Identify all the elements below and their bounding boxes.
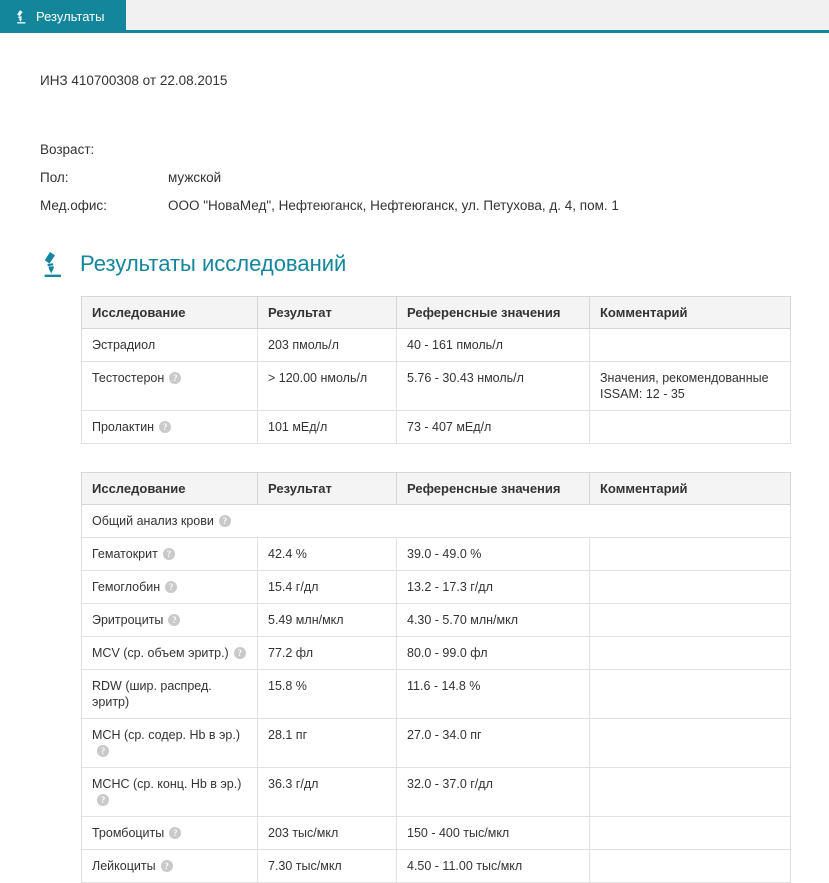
cell-study <box>82 362 258 411</box>
help-icon[interactable]: ? <box>161 860 173 872</box>
page-title: Результаты исследований <box>80 251 347 276</box>
study-name: Эритроциты <box>92 613 164 627</box>
study-name: RDW (шир. распред. эритр) <box>92 679 212 709</box>
table-row <box>82 411 791 444</box>
cell-reference: 39.0 - 49.0 % <box>397 538 590 571</box>
help-icon[interactable]: ? <box>219 515 231 527</box>
cell-reference: 40 - 161 пмоль/л <box>397 329 590 362</box>
cell-comment <box>590 604 791 637</box>
table-row <box>82 538 791 571</box>
study-name: MCHC (ср. конц. Hb в эр.) <box>92 777 242 791</box>
cell-comment <box>590 670 791 719</box>
help-icon[interactable]: ? <box>234 647 246 659</box>
cell-study <box>82 768 258 817</box>
help-icon[interactable]: ? <box>163 548 175 560</box>
tab-bar <box>0 0 829 33</box>
table-header-row <box>82 473 791 505</box>
cell-group-name <box>82 505 791 538</box>
study-name: Лейкоциты <box>92 859 156 873</box>
cell-study <box>82 637 258 670</box>
table-row <box>82 637 791 670</box>
microscope-icon <box>14 9 28 24</box>
cell-result: 36.3 г/дл <box>258 768 397 817</box>
patient-info <box>40 136 789 220</box>
cell-comment <box>590 768 791 817</box>
results-table-hormones <box>81 296 791 444</box>
cell-comment <box>590 411 791 444</box>
table-row <box>82 719 791 768</box>
cell-study <box>82 850 258 883</box>
cell-comment <box>590 538 791 571</box>
column-header-comment: Комментарий <box>590 297 791 329</box>
study-name: MCV (ср. объем эритр.) <box>92 646 229 660</box>
tab-label: Результаты <box>36 9 105 24</box>
cell-reference: 27.0 - 34.0 пг <box>397 719 590 768</box>
cell-result: 101 мЕд/л <box>258 411 397 444</box>
cell-study <box>82 571 258 604</box>
cell-result: 5.49 млн/мкл <box>258 604 397 637</box>
help-icon[interactable]: ? <box>165 581 177 593</box>
cell-result: 7.30 тыс/мкл <box>258 850 397 883</box>
cell-study <box>82 411 258 444</box>
study-name: Гематокрит <box>92 547 158 561</box>
patient-row-sex <box>40 164 789 192</box>
cell-comment <box>590 850 791 883</box>
cell-comment <box>590 817 791 850</box>
table-row <box>82 604 791 637</box>
study-name: Тестостерон <box>92 371 165 385</box>
column-header-reference: Референсные значения <box>397 473 590 505</box>
column-header-result: Результат <box>258 473 397 505</box>
patient-label-age: Возраст: <box>40 142 95 157</box>
study-name: MCH (ср. содер. Hb в эр.) <box>92 728 240 742</box>
cell-reference: 4.30 - 5.70 млн/мкл <box>397 604 590 637</box>
cell-comment <box>590 329 791 362</box>
help-icon[interactable]: ? <box>168 614 180 626</box>
help-icon[interactable]: ? <box>169 372 181 384</box>
column-header-reference: Референсные значения <box>397 297 590 329</box>
table-row <box>82 571 791 604</box>
cell-reference: 13.2 - 17.3 г/дл <box>397 571 590 604</box>
help-icon[interactable]: ? <box>169 827 181 839</box>
help-icon[interactable]: ? <box>159 421 171 433</box>
cell-result: 203 пмоль/л <box>258 329 397 362</box>
page-content <box>0 73 829 883</box>
cell-reference: 5.76 - 30.43 нмоль/л <box>397 362 590 411</box>
cell-result: 77.2 фл <box>258 637 397 670</box>
cell-result: 15.4 г/дл <box>258 571 397 604</box>
cell-comment: Значения, рекомендованные ISSAM: 12 - 35 <box>590 362 791 411</box>
cell-result: 15.8 % <box>258 670 397 719</box>
results-table-cbc <box>81 472 791 883</box>
cell-result: 203 тыс/мкл <box>258 817 397 850</box>
column-header-study: Исследование <box>82 297 258 329</box>
patient-value-sex: мужской <box>168 170 222 185</box>
cell-reference: 4.50 - 11.00 тыс/мкл <box>397 850 590 883</box>
table-row <box>82 768 791 817</box>
cell-reference: 80.0 - 99.0 фл <box>397 637 590 670</box>
table-row <box>82 329 791 362</box>
patient-row-office <box>40 192 789 220</box>
column-header-comment: Комментарий <box>590 473 791 505</box>
cell-reference: 11.6 - 14.8 % <box>397 670 590 719</box>
cell-study <box>82 670 258 719</box>
cell-reference: 73 - 407 мЕд/л <box>397 411 590 444</box>
cell-comment <box>590 637 791 670</box>
microscope-icon <box>40 250 66 278</box>
cell-study <box>82 719 258 768</box>
study-name: Тромбоциты <box>92 826 165 840</box>
help-icon[interactable]: ? <box>97 745 109 757</box>
tab-results[interactable] <box>0 0 126 33</box>
section-header <box>40 250 789 278</box>
cell-reference: 150 - 400 тыс/мкл <box>397 817 590 850</box>
cell-study <box>82 538 258 571</box>
patient-label-office: Мед.офис: <box>40 198 107 213</box>
cell-result: > 120.00 нмоль/л <box>258 362 397 411</box>
inz-line: ИНЗ 410700308 от 22.08.2015 <box>40 73 228 88</box>
cell-study <box>82 604 258 637</box>
patient-row-age <box>40 136 789 164</box>
cell-study <box>82 329 258 362</box>
study-name: Гемоглобин <box>92 580 161 594</box>
cell-result: 28.1 пг <box>258 719 397 768</box>
table-row <box>82 670 791 719</box>
table-group-row <box>82 505 791 538</box>
cell-result: 42.4 % <box>258 538 397 571</box>
study-name: Эстрадиол <box>92 338 156 352</box>
column-header-study: Исследование <box>82 473 258 505</box>
table-row <box>82 362 791 411</box>
cell-study <box>82 817 258 850</box>
table-row <box>82 850 791 883</box>
cell-comment <box>590 719 791 768</box>
patient-value-office: ООО "НоваМед", Нефтеюганск, Нефтеюганск, ул. Петухова, д. 4, пом. 1 <box>168 198 619 213</box>
cell-comment <box>590 571 791 604</box>
table-row <box>82 817 791 850</box>
patient-label-sex: Пол: <box>40 170 69 185</box>
cell-reference: 32.0 - 37.0 г/дл <box>397 768 590 817</box>
group-name: Общий анализ крови <box>92 514 214 528</box>
help-icon[interactable]: ? <box>97 794 109 806</box>
column-header-result: Результат <box>258 297 397 329</box>
study-name: Пролактин <box>92 420 155 434</box>
table-header-row <box>82 297 791 329</box>
